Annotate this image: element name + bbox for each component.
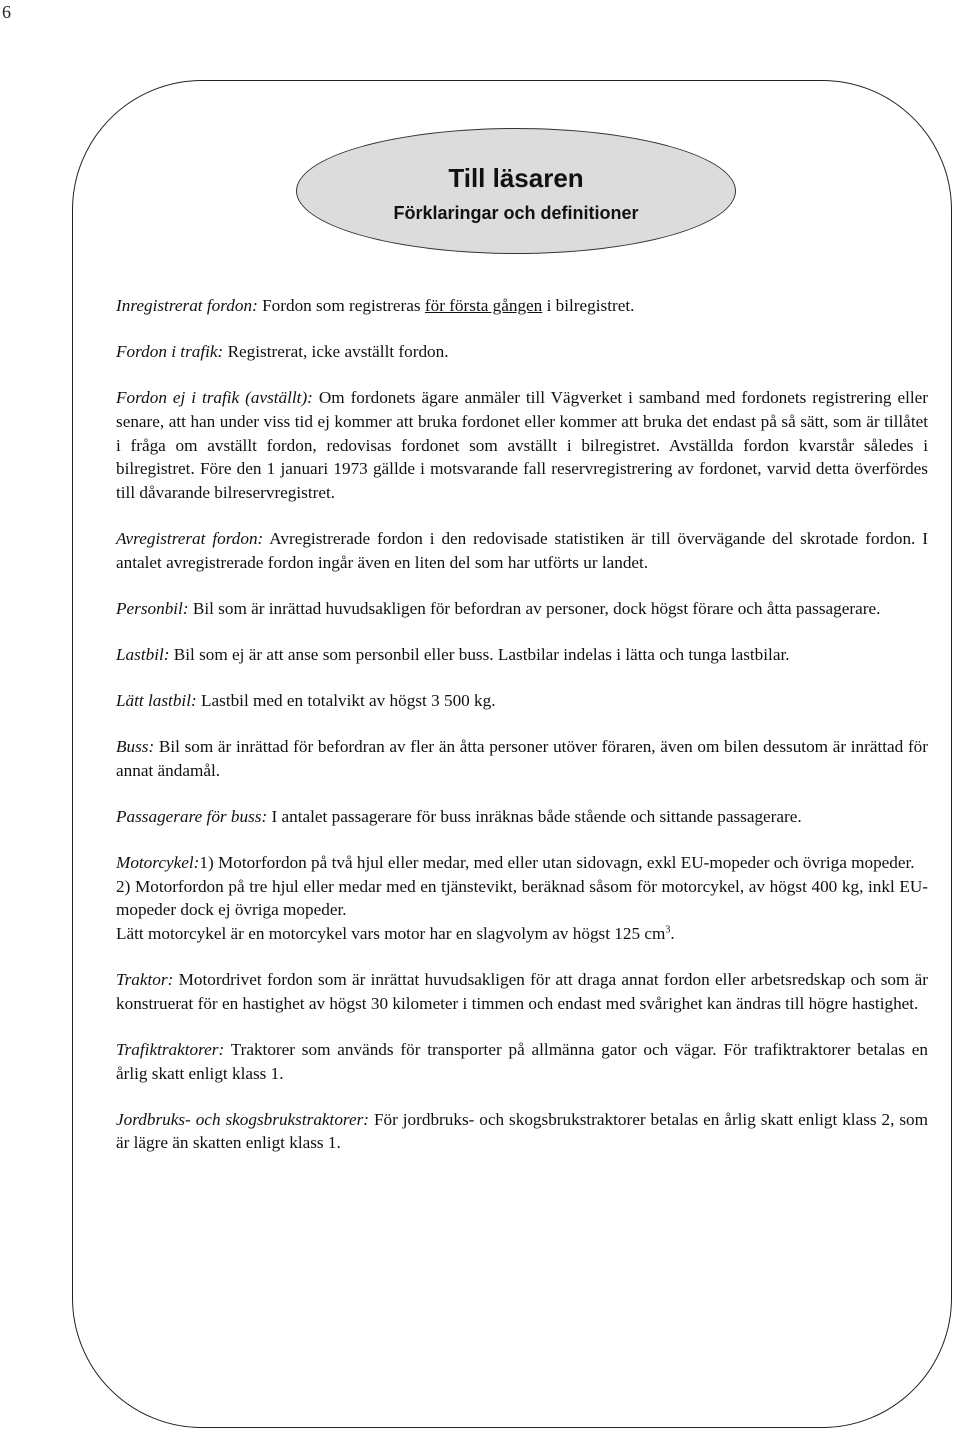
definition-term: Jordbruks- och skogsbrukstraktorer: [116,1109,370,1129]
definition-text: . [670,924,675,944]
definition-text: 1) Motorfordon på två hjul eller medar, med eller utan sidovagn, exkl EU-mopeder och övriga mopeder. [199,853,915,873]
definition-term: Lätt lastbil: [116,691,197,711]
definition-term: Lastbil: [116,644,170,664]
definition-text: Avregistrerade fordon i den redovisade statistiken är till övervägande del skrotade fordon. I antalet avregistrerade fordon ingår även en liten del som har utförts ur landet. [116,528,928,572]
definition-buss [116,735,928,782]
definition-line [116,851,928,875]
definition-avregistrerat [116,527,928,574]
definition-term: Trafiktraktorer: [116,1040,225,1059]
definition-text: Registrerat, icke avställt fordon. [223,342,449,362]
definition-text-underlined: för första gången [424,296,543,315]
definition-text: I antalet passagerare för buss inräknas både stående och sittande passagerare. [267,807,802,827]
definition-motorcykel [116,851,928,945]
definition-term: Fordon ej i trafik (avställt): [116,388,313,408]
definition-term: Buss: [116,737,155,757]
definition-text: Traktorer som används för transporter på allmänna gator och vägar. För trafiktraktorer betalas en årlig skatt enligt klass 1. [116,1040,928,1083]
definition-term: Motorcykel: [116,853,200,873]
definition-term: Passagerare för buss: [116,807,268,827]
title-oval [296,128,736,254]
definition-i-trafik [116,340,928,364]
definition-ej-i-trafik [116,386,928,504]
definition-text: Om fordonets ägare anmäler till Vägverket i samband med fordonets registrering eller senare, att han under viss tid ej kommer att bruka fordonet eller kommer att bruka det endast på så sätt, som är tillåtet i fråga om avställt fordon, redovisas fordonet som avställt i bilregistret. Avställda fordon kvarstår således i bilregistret. Före den 1 januari 1973 gällde i motsvarande fall reservregistrering av fordonet, varvid detta överfördes till dåvarande bilreservregistret. [116,388,928,502]
definition-inregistrerat [116,294,928,318]
page-title: Till läsaren [448,163,584,193]
definition-term: Fordon i trafik: [116,342,224,362]
definition-trafiktraktorer [116,1038,928,1085]
definition-term: Traktor: [116,970,174,990]
definition-passagerare-buss [116,805,928,829]
definition-term: Personbil: [116,598,189,618]
page-number: 6 [2,2,11,22]
definition-text: Fordon som registreras [257,296,425,315]
definition-line [116,922,928,946]
definition-text: Motordrivet fordon som är inrättat huvudsakligen för att draga annat fordon eller arbetsredskap och som är konstruerat för en hastighet av högst 30 kilometer i timmen och endast med svårighet kan ändras till högre hastighet. [116,970,928,1013]
definition-text: För jordbruks- och skogsbrukstraktorer betalas en årlig skatt enligt klass 2, som är lägre än skatten enligt klass 1. [116,1109,928,1153]
superscript: 3 [665,924,671,936]
definition-personbil [116,597,928,621]
definition-text: Lastbil med en totalvikt av högst 3 500 kg. [196,691,496,711]
definition-text: Bil som är inrättad för befordran av fler än åtta personer utöver föraren, även om bilen dessutom är inrättad för annat ändamål. [116,737,928,780]
definition-term: Avregistrerat fordon: [116,528,264,548]
definition-text: Bil som är inrättad huvudsakligen för befordran av personer, dock högst förare och åtta passagerare. [188,598,881,618]
definition-text: Bil som ej är att anse som personbil eller buss. Lastbilar indelas i lätta och tunga lastbilar. [169,644,790,664]
definition-lastbil [116,643,928,667]
definition-text: Lätt motorcykel är en motorcykel vars motor har en slagvolym av högst 125 cm [116,924,666,944]
definition-term: Inregistrerat fordon: [116,296,258,315]
definition-latt-lastbil [116,689,928,713]
definition-line: 2) Motorfordon på tre hjul eller medar med en tjänstevikt, beräknad såsom för motorcykel, av högst 400 kg, inkl EU-mopeder dock ej övriga mopeder. [116,876,928,920]
definition-traktor [116,968,928,1015]
definition-text: i bilregistret. [542,296,635,315]
definitions-list [116,294,928,1178]
page-subtitle: Förklaringar och definitioner [393,203,639,223]
definition-jordbrukstraktorer [116,1108,928,1155]
